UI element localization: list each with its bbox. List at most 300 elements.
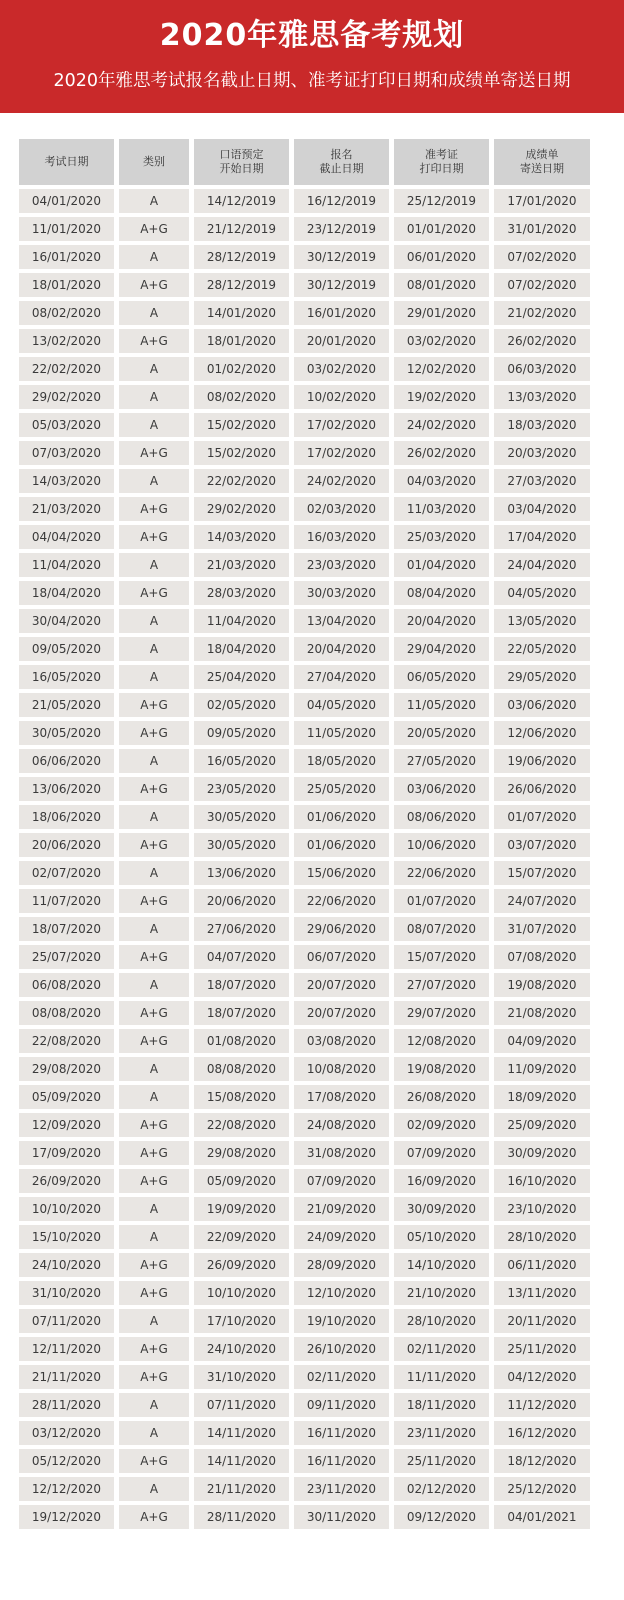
exam-date-cell: 05/09/2020 [19, 1085, 114, 1109]
speaking-start-cell: 14/01/2020 [194, 301, 289, 325]
exam-date-cell: 18/04/2020 [19, 581, 114, 605]
exam-date-cell: 28/11/2020 [19, 1393, 114, 1417]
admission-print-cell: 08/04/2020 [394, 581, 489, 605]
table-row [19, 329, 605, 353]
table-row [19, 721, 605, 745]
exam-date-cell: 30/04/2020 [19, 609, 114, 633]
result-dispatch-cell: 27/03/2020 [494, 469, 590, 493]
exam-date-cell: 07/03/2020 [19, 441, 114, 465]
registration-deadline-cell: 25/05/2020 [294, 777, 389, 801]
registration-deadline-cell: 03/02/2020 [294, 357, 389, 381]
admission-print-cell: 19/02/2020 [394, 385, 489, 409]
result-dispatch-cell: 18/09/2020 [494, 1085, 590, 1109]
registration-deadline-cell: 23/03/2020 [294, 553, 389, 577]
category-cell: A [119, 1057, 189, 1081]
speaking-start-cell: 02/05/2020 [194, 693, 289, 717]
header-registration-deadline: 报名 截止日期 [294, 139, 389, 185]
admission-print-cell: 12/08/2020 [394, 1029, 489, 1053]
speaking-start-cell: 01/02/2020 [194, 357, 289, 381]
table-row [19, 861, 605, 885]
speaking-start-cell: 30/05/2020 [194, 833, 289, 857]
speaking-start-cell: 22/09/2020 [194, 1225, 289, 1249]
admission-print-cell: 16/09/2020 [394, 1169, 489, 1193]
admission-print-cell: 28/10/2020 [394, 1309, 489, 1333]
speaking-start-cell: 20/06/2020 [194, 889, 289, 913]
category-cell: A+G [119, 441, 189, 465]
speaking-start-cell: 05/09/2020 [194, 1169, 289, 1193]
exam-date-cell: 11/01/2020 [19, 217, 114, 241]
table-row [19, 833, 605, 857]
category-cell: A+G [119, 497, 189, 521]
admission-print-cell: 26/02/2020 [394, 441, 489, 465]
exam-date-cell: 24/10/2020 [19, 1253, 114, 1277]
admission-print-cell: 30/09/2020 [394, 1197, 489, 1221]
exam-date-cell: 21/11/2020 [19, 1365, 114, 1389]
category-cell: A+G [119, 1113, 189, 1137]
table-row [19, 1365, 605, 1389]
table-row [19, 1421, 605, 1445]
category-cell: A+G [119, 1169, 189, 1193]
speaking-start-cell: 22/08/2020 [194, 1113, 289, 1137]
table-row [19, 189, 605, 213]
category-cell: A [119, 385, 189, 409]
registration-deadline-cell: 17/02/2020 [294, 413, 389, 437]
registration-deadline-cell: 16/12/2019 [294, 189, 389, 213]
admission-print-cell: 01/07/2020 [394, 889, 489, 913]
result-dispatch-cell: 17/01/2020 [494, 189, 590, 213]
admission-print-cell: 08/01/2020 [394, 273, 489, 297]
speaking-start-cell: 21/12/2019 [194, 217, 289, 241]
table-row [19, 1113, 605, 1137]
table-row [19, 1393, 605, 1417]
registration-deadline-cell: 23/12/2019 [294, 217, 389, 241]
admission-print-cell: 09/12/2020 [394, 1505, 489, 1529]
category-cell: A+G [119, 217, 189, 241]
speaking-start-cell: 08/08/2020 [194, 1057, 289, 1081]
table-row [19, 1449, 605, 1473]
result-dispatch-cell: 16/12/2020 [494, 1421, 590, 1445]
exam-date-cell: 30/05/2020 [19, 721, 114, 745]
admission-print-cell: 10/06/2020 [394, 833, 489, 857]
result-dispatch-cell: 31/07/2020 [494, 917, 590, 941]
result-dispatch-cell: 07/02/2020 [494, 273, 590, 297]
table-row [19, 357, 605, 381]
result-dispatch-cell: 24/04/2020 [494, 553, 590, 577]
exam-date-cell: 29/08/2020 [19, 1057, 114, 1081]
result-dispatch-cell: 25/11/2020 [494, 1337, 590, 1361]
category-cell: A [119, 917, 189, 941]
speaking-start-cell: 07/11/2020 [194, 1393, 289, 1417]
speaking-start-cell: 15/08/2020 [194, 1085, 289, 1109]
result-dispatch-cell: 22/05/2020 [494, 637, 590, 661]
admission-print-cell: 19/08/2020 [394, 1057, 489, 1081]
table-row [19, 1477, 605, 1501]
table-row [19, 1001, 605, 1025]
result-dispatch-cell: 03/04/2020 [494, 497, 590, 521]
admission-print-cell: 03/02/2020 [394, 329, 489, 353]
result-dispatch-cell: 13/03/2020 [494, 385, 590, 409]
header-result-dispatch: 成绩单 寄送日期 [494, 139, 590, 185]
table-row [19, 1281, 605, 1305]
registration-deadline-cell: 18/05/2020 [294, 749, 389, 773]
category-cell: A+G [119, 1141, 189, 1165]
result-dispatch-cell: 12/06/2020 [494, 721, 590, 745]
registration-deadline-cell: 16/11/2020 [294, 1421, 389, 1445]
category-cell: A [119, 245, 189, 269]
speaking-start-cell: 21/03/2020 [194, 553, 289, 577]
table-row [19, 777, 605, 801]
result-dispatch-cell: 23/10/2020 [494, 1197, 590, 1221]
admission-print-cell: 24/02/2020 [394, 413, 489, 437]
result-dispatch-cell: 04/12/2020 [494, 1365, 590, 1389]
speaking-start-cell: 09/05/2020 [194, 721, 289, 745]
speaking-start-cell: 04/07/2020 [194, 945, 289, 969]
result-dispatch-cell: 03/07/2020 [494, 833, 590, 857]
admission-print-cell: 22/06/2020 [394, 861, 489, 885]
category-cell: A [119, 609, 189, 633]
result-dispatch-cell: 04/05/2020 [494, 581, 590, 605]
registration-deadline-cell: 21/09/2020 [294, 1197, 389, 1221]
registration-deadline-cell: 17/08/2020 [294, 1085, 389, 1109]
table-row [19, 1085, 605, 1109]
registration-deadline-cell: 26/10/2020 [294, 1337, 389, 1361]
category-cell: A [119, 1421, 189, 1445]
admission-print-cell: 12/02/2020 [394, 357, 489, 381]
admission-print-cell: 05/10/2020 [394, 1225, 489, 1249]
speaking-start-cell: 14/11/2020 [194, 1421, 289, 1445]
result-dispatch-cell: 25/09/2020 [494, 1113, 590, 1137]
admission-print-cell: 29/01/2020 [394, 301, 489, 325]
table-row [19, 1197, 605, 1221]
category-cell: A [119, 805, 189, 829]
result-dispatch-cell: 06/03/2020 [494, 357, 590, 381]
admission-print-cell: 26/08/2020 [394, 1085, 489, 1109]
table-row [19, 1253, 605, 1277]
table-row [19, 973, 605, 997]
admission-print-cell: 23/11/2020 [394, 1421, 489, 1445]
category-cell: A [119, 469, 189, 493]
exam-date-cell: 21/05/2020 [19, 693, 114, 717]
speaking-start-cell: 29/08/2020 [194, 1141, 289, 1165]
registration-deadline-cell: 24/02/2020 [294, 469, 389, 493]
speaking-start-cell: 18/04/2020 [194, 637, 289, 661]
table-row [19, 945, 605, 969]
registration-deadline-cell: 10/08/2020 [294, 1057, 389, 1081]
category-cell: A+G [119, 1001, 189, 1025]
table-row [19, 637, 605, 661]
exam-date-cell: 15/10/2020 [19, 1225, 114, 1249]
category-cell: A [119, 357, 189, 381]
table-row [19, 1309, 605, 1333]
table-row [19, 301, 605, 325]
exam-date-cell: 11/07/2020 [19, 889, 114, 913]
exam-date-cell: 09/05/2020 [19, 637, 114, 661]
exam-date-cell: 14/03/2020 [19, 469, 114, 493]
registration-deadline-cell: 22/06/2020 [294, 889, 389, 913]
registration-deadline-cell: 16/11/2020 [294, 1449, 389, 1473]
speaking-start-cell: 11/04/2020 [194, 609, 289, 633]
admission-print-cell: 25/12/2019 [394, 189, 489, 213]
registration-deadline-cell: 30/12/2019 [294, 245, 389, 269]
exam-date-cell: 19/12/2020 [19, 1505, 114, 1529]
table-row [19, 385, 605, 409]
admission-print-cell: 25/11/2020 [394, 1449, 489, 1473]
speaking-start-cell: 21/11/2020 [194, 1477, 289, 1501]
table-row [19, 1029, 605, 1053]
table-row [19, 917, 605, 941]
result-dispatch-cell: 13/11/2020 [494, 1281, 590, 1305]
admission-print-cell: 11/05/2020 [394, 693, 489, 717]
speaking-start-cell: 19/09/2020 [194, 1197, 289, 1221]
speaking-start-cell: 17/10/2020 [194, 1309, 289, 1333]
exam-date-cell: 16/01/2020 [19, 245, 114, 269]
exam-date-cell: 18/07/2020 [19, 917, 114, 941]
result-dispatch-cell: 01/07/2020 [494, 805, 590, 829]
exam-date-cell: 13/02/2020 [19, 329, 114, 353]
table-row [19, 1225, 605, 1249]
category-cell: A [119, 1085, 189, 1109]
table-row [19, 1141, 605, 1165]
result-dispatch-cell: 30/09/2020 [494, 1141, 590, 1165]
result-dispatch-cell: 31/01/2020 [494, 217, 590, 241]
admission-print-cell: 25/03/2020 [394, 525, 489, 549]
admission-print-cell: 02/09/2020 [394, 1113, 489, 1137]
category-cell: A+G [119, 329, 189, 353]
result-dispatch-cell: 07/02/2020 [494, 245, 590, 269]
registration-deadline-cell: 20/04/2020 [294, 637, 389, 661]
result-dispatch-cell: 07/08/2020 [494, 945, 590, 969]
table-row [19, 609, 605, 633]
result-dispatch-cell: 24/07/2020 [494, 889, 590, 913]
table-body [19, 189, 605, 1529]
speaking-start-cell: 18/07/2020 [194, 1001, 289, 1025]
registration-deadline-cell: 16/03/2020 [294, 525, 389, 549]
admission-print-cell: 11/11/2020 [394, 1365, 489, 1389]
result-dispatch-cell: 29/05/2020 [494, 665, 590, 689]
registration-deadline-cell: 20/01/2020 [294, 329, 389, 353]
exam-date-cell: 18/01/2020 [19, 273, 114, 297]
admission-print-cell: 01/04/2020 [394, 553, 489, 577]
table-row [19, 525, 605, 549]
category-cell: A [119, 1393, 189, 1417]
speaking-start-cell: 28/03/2020 [194, 581, 289, 605]
admission-print-cell: 27/05/2020 [394, 749, 489, 773]
speaking-start-cell: 14/03/2020 [194, 525, 289, 549]
admission-print-cell: 01/01/2020 [394, 217, 489, 241]
admission-print-cell: 14/10/2020 [394, 1253, 489, 1277]
page-subtitle: 2020年雅思考试报名截止日期、准考证打印日期和成绩单寄送日期 [53, 71, 571, 91]
result-dispatch-cell: 11/09/2020 [494, 1057, 590, 1081]
exam-schedule-table [19, 139, 605, 1533]
exam-date-cell: 29/02/2020 [19, 385, 114, 409]
table-row [19, 245, 605, 269]
exam-date-cell: 13/06/2020 [19, 777, 114, 801]
registration-deadline-cell: 29/06/2020 [294, 917, 389, 941]
header-banner [0, 0, 624, 113]
registration-deadline-cell: 01/06/2020 [294, 833, 389, 857]
admission-print-cell: 08/07/2020 [394, 917, 489, 941]
category-cell: A [119, 973, 189, 997]
admission-print-cell: 20/04/2020 [394, 609, 489, 633]
registration-deadline-cell: 19/10/2020 [294, 1309, 389, 1333]
category-cell: A [119, 1197, 189, 1221]
header-admission-print: 准考证 打印日期 [394, 139, 489, 185]
category-cell: A+G [119, 777, 189, 801]
admission-print-cell: 06/05/2020 [394, 665, 489, 689]
result-dispatch-cell: 21/02/2020 [494, 301, 590, 325]
registration-deadline-cell: 13/04/2020 [294, 609, 389, 633]
registration-deadline-cell: 20/07/2020 [294, 1001, 389, 1025]
registration-deadline-cell: 17/02/2020 [294, 441, 389, 465]
table-row [19, 581, 605, 605]
registration-deadline-cell: 10/02/2020 [294, 385, 389, 409]
admission-print-cell: 21/10/2020 [394, 1281, 489, 1305]
category-cell: A [119, 749, 189, 773]
header-exam-date: 考试日期 [19, 139, 114, 185]
result-dispatch-cell: 16/10/2020 [494, 1169, 590, 1193]
table-row [19, 889, 605, 913]
speaking-start-cell: 14/11/2020 [194, 1449, 289, 1473]
result-dispatch-cell: 26/06/2020 [494, 777, 590, 801]
category-cell: A [119, 553, 189, 577]
speaking-start-cell: 25/04/2020 [194, 665, 289, 689]
admission-print-cell: 11/03/2020 [394, 497, 489, 521]
admission-print-cell: 29/04/2020 [394, 637, 489, 661]
registration-deadline-cell: 24/09/2020 [294, 1225, 389, 1249]
result-dispatch-cell: 28/10/2020 [494, 1225, 590, 1249]
category-cell: A [119, 1477, 189, 1501]
table-row [19, 217, 605, 241]
registration-deadline-cell: 01/06/2020 [294, 805, 389, 829]
admission-print-cell: 02/12/2020 [394, 1477, 489, 1501]
page-title: 2020年雅思备考规划 [159, 18, 465, 53]
result-dispatch-cell: 04/09/2020 [494, 1029, 590, 1053]
admission-print-cell: 04/03/2020 [394, 469, 489, 493]
category-cell: A+G [119, 1505, 189, 1529]
exam-date-cell: 04/04/2020 [19, 525, 114, 549]
exam-date-cell: 26/09/2020 [19, 1169, 114, 1193]
category-cell: A [119, 413, 189, 437]
registration-deadline-cell: 30/03/2020 [294, 581, 389, 605]
table-row [19, 1505, 605, 1529]
result-dispatch-cell: 25/12/2020 [494, 1477, 590, 1501]
category-cell: A [119, 1225, 189, 1249]
exam-date-cell: 12/12/2020 [19, 1477, 114, 1501]
registration-deadline-cell: 09/11/2020 [294, 1393, 389, 1417]
registration-deadline-cell: 16/01/2020 [294, 301, 389, 325]
category-cell: A+G [119, 693, 189, 717]
table-row [19, 497, 605, 521]
category-cell: A [119, 665, 189, 689]
table-row [19, 1057, 605, 1081]
category-cell: A+G [119, 1281, 189, 1305]
result-dispatch-cell: 26/02/2020 [494, 329, 590, 353]
admission-print-cell: 15/07/2020 [394, 945, 489, 969]
result-dispatch-cell: 18/12/2020 [494, 1449, 590, 1473]
category-cell: A [119, 301, 189, 325]
exam-date-cell: 07/11/2020 [19, 1309, 114, 1333]
registration-deadline-cell: 30/12/2019 [294, 273, 389, 297]
result-dispatch-cell: 06/11/2020 [494, 1253, 590, 1277]
exam-date-cell: 05/12/2020 [19, 1449, 114, 1473]
result-dispatch-cell: 15/07/2020 [494, 861, 590, 885]
registration-deadline-cell: 28/09/2020 [294, 1253, 389, 1277]
result-dispatch-cell: 19/06/2020 [494, 749, 590, 773]
result-dispatch-cell: 20/11/2020 [494, 1309, 590, 1333]
registration-deadline-cell: 03/08/2020 [294, 1029, 389, 1053]
table-row [19, 469, 605, 493]
speaking-start-cell: 30/05/2020 [194, 805, 289, 829]
speaking-start-cell: 08/02/2020 [194, 385, 289, 409]
header-speaking-start: 口语预定 开始日期 [194, 139, 289, 185]
speaking-start-cell: 18/07/2020 [194, 973, 289, 997]
exam-date-cell: 16/05/2020 [19, 665, 114, 689]
category-cell: A+G [119, 1337, 189, 1361]
result-dispatch-cell: 11/12/2020 [494, 1393, 590, 1417]
admission-print-cell: 02/11/2020 [394, 1337, 489, 1361]
registration-deadline-cell: 23/11/2020 [294, 1477, 389, 1501]
admission-print-cell: 03/06/2020 [394, 777, 489, 801]
speaking-start-cell: 18/01/2020 [194, 329, 289, 353]
exam-date-cell: 03/12/2020 [19, 1421, 114, 1445]
result-dispatch-cell: 19/08/2020 [494, 973, 590, 997]
speaking-start-cell: 27/06/2020 [194, 917, 289, 941]
registration-deadline-cell: 02/03/2020 [294, 497, 389, 521]
speaking-start-cell: 28/11/2020 [194, 1505, 289, 1529]
registration-deadline-cell: 27/04/2020 [294, 665, 389, 689]
speaking-start-cell: 15/02/2020 [194, 413, 289, 437]
registration-deadline-cell: 24/08/2020 [294, 1113, 389, 1137]
table-header-row [19, 139, 605, 185]
exam-date-cell: 12/09/2020 [19, 1113, 114, 1137]
speaking-start-cell: 10/10/2020 [194, 1281, 289, 1305]
speaking-start-cell: 29/02/2020 [194, 497, 289, 521]
admission-print-cell: 27/07/2020 [394, 973, 489, 997]
category-cell: A [119, 189, 189, 213]
category-cell: A+G [119, 721, 189, 745]
speaking-start-cell: 01/08/2020 [194, 1029, 289, 1053]
result-dispatch-cell: 03/06/2020 [494, 693, 590, 717]
result-dispatch-cell: 21/08/2020 [494, 1001, 590, 1025]
table-row [19, 665, 605, 689]
speaking-start-cell: 13/06/2020 [194, 861, 289, 885]
exam-date-cell: 21/03/2020 [19, 497, 114, 521]
registration-deadline-cell: 02/11/2020 [294, 1365, 389, 1389]
registration-deadline-cell: 15/06/2020 [294, 861, 389, 885]
exam-date-cell: 18/06/2020 [19, 805, 114, 829]
speaking-start-cell: 23/05/2020 [194, 777, 289, 801]
exam-date-cell: 22/08/2020 [19, 1029, 114, 1053]
category-cell: A+G [119, 889, 189, 913]
registration-deadline-cell: 12/10/2020 [294, 1281, 389, 1305]
category-cell: A+G [119, 945, 189, 969]
category-cell: A+G [119, 833, 189, 857]
admission-print-cell: 07/09/2020 [394, 1141, 489, 1165]
table-row [19, 693, 605, 717]
registration-deadline-cell: 20/07/2020 [294, 973, 389, 997]
exam-date-cell: 22/02/2020 [19, 357, 114, 381]
category-cell: A+G [119, 1029, 189, 1053]
category-cell: A+G [119, 525, 189, 549]
speaking-start-cell: 28/12/2019 [194, 245, 289, 269]
table-row [19, 413, 605, 437]
speaking-start-cell: 16/05/2020 [194, 749, 289, 773]
registration-deadline-cell: 07/09/2020 [294, 1169, 389, 1193]
admission-print-cell: 18/11/2020 [394, 1393, 489, 1417]
admission-print-cell: 20/05/2020 [394, 721, 489, 745]
category-cell: A+G [119, 581, 189, 605]
speaking-start-cell: 28/12/2019 [194, 273, 289, 297]
